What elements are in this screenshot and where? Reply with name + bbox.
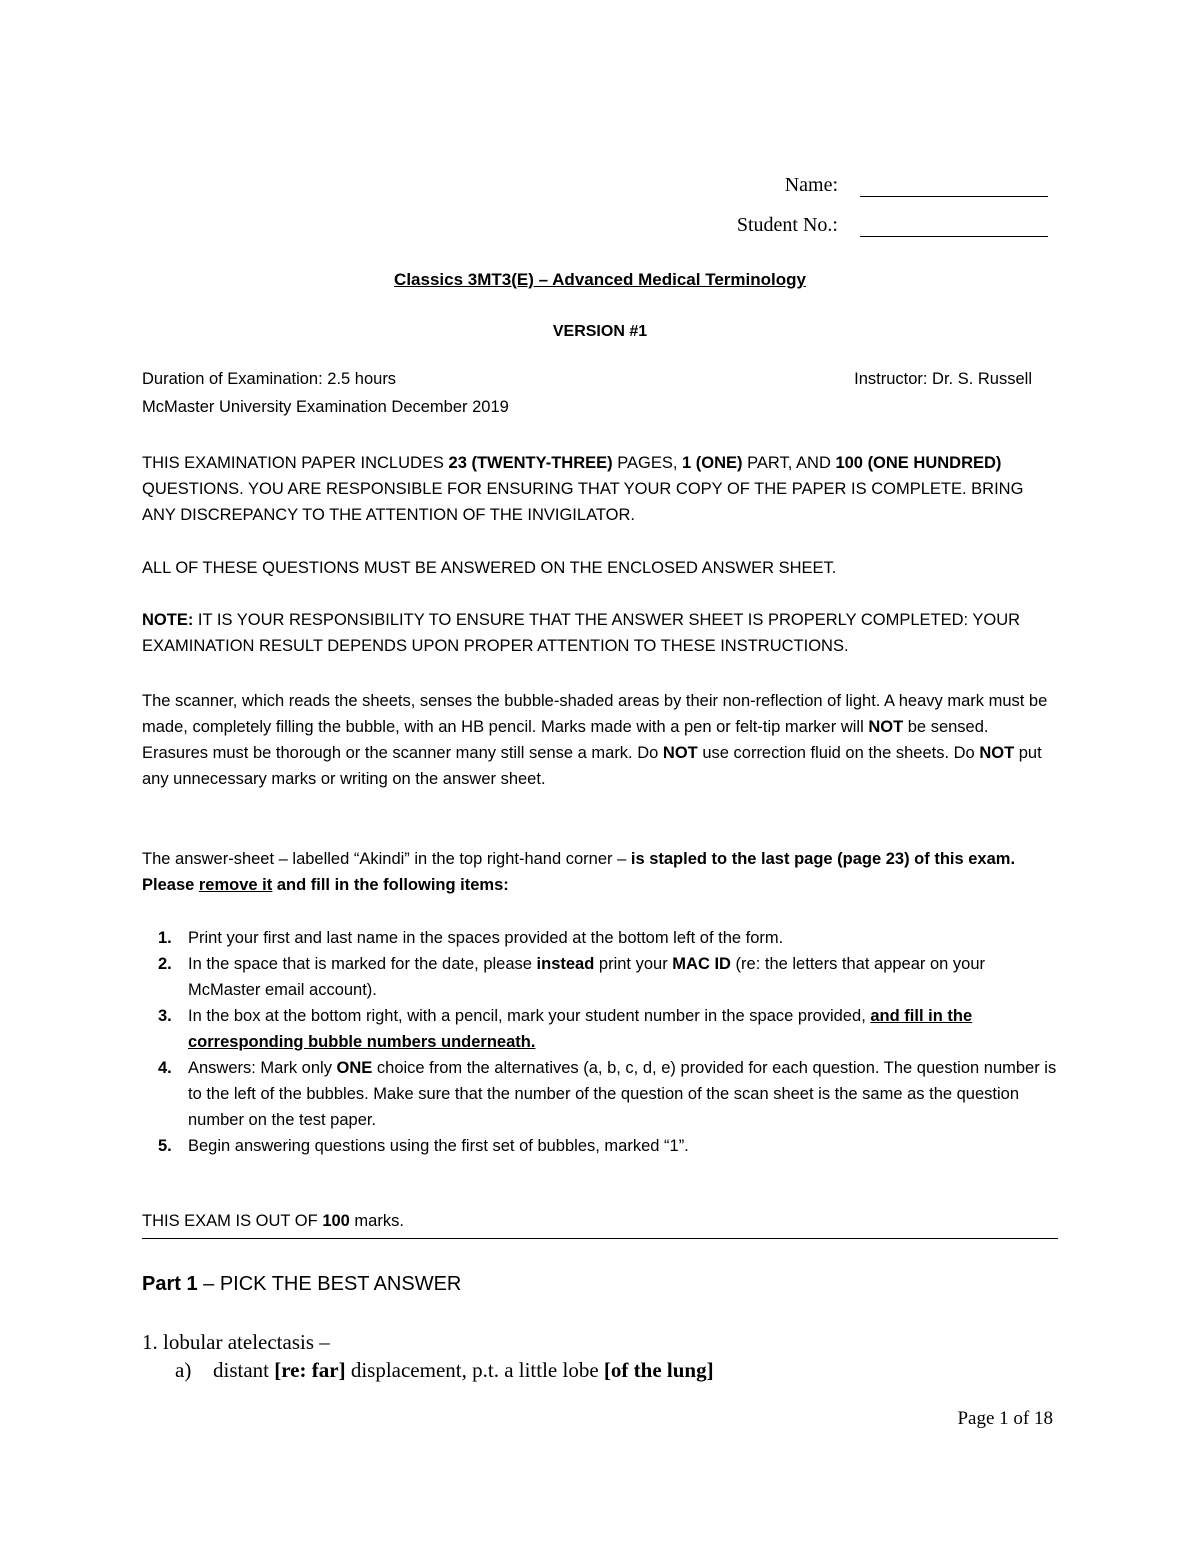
list-item: 1. Print your first and last name in the spaces provided at the bottom left of the form.	[158, 929, 784, 947]
list-item: 4. Answers: Mark only ONE choice from the alternatives (a, b, c, d, e) provided for each question. The question number is to the left of the bubbles. Make sure that the number of the question of the scan sheet is the same as the question number on the test paper.	[158, 1059, 1057, 1129]
question-1-option-a	[175, 1358, 714, 1383]
part-heading: Part 1 – PICK THE BEST ANSWER	[142, 1273, 462, 1295]
instructions-list	[142, 925, 1057, 1159]
course-title: Classics 3MT3(E) – Advanced Medical Terminology	[394, 270, 806, 289]
option-letter: a)	[175, 1358, 192, 1382]
all-answered-paragraph: ALL OF THESE QUESTIONS MUST BE ANSWERED ON THE ENCLOSED ANSWER SHEET.	[142, 559, 837, 577]
answer-sheet-paragraph: The answer-sheet – labelled “Akindi” in the top right-hand corner – is stapled to the last page (page 23) of this exam. Please remove it and fill in the following items:	[142, 850, 1016, 894]
name-blank-line	[860, 178, 1048, 197]
section-divider	[142, 1238, 1058, 1239]
note-paragraph: NOTE: IT IS YOUR RESPONSIBILITY TO ENSURE THAT THE ANSWER SHEET IS PROPERLY COMPLETED: YOUR EXAMINATION RESULT DEPENDS UPON PROPER ATTENTION TO THESE INSTRUCTIONS.	[142, 611, 1021, 655]
duration-row	[142, 370, 1032, 389]
page-number: Page 1 of 18	[957, 1408, 1053, 1429]
student-no-field-row	[737, 214, 1048, 237]
student-no-label: Student No.:	[736, 214, 838, 236]
list-item: 5. Begin answering questions using the first set of bubbles, marked “1”.	[158, 1137, 689, 1155]
name-field-row	[785, 174, 1048, 197]
exam-out-of-line: THIS EXAM IS OUT OF 100 marks.	[142, 1212, 404, 1230]
instructor-text: Instructor: Dr. S. Russell	[854, 370, 1032, 388]
student-no-blank-line	[860, 218, 1048, 237]
paper-includes-paragraph: THIS EXAMINATION PAPER INCLUDES 23 (TWENTY-THREE) PAGES, 1 (ONE) PART, AND 100 (ONE HUNDRED) QUESTIONS. YOU ARE RESPONSIBLE FOR ENSURING THAT YOUR COPY OF THE PAPER IS COMPLETE. BRING ANY DISCREPANCY TO THE ATTENTION OF THE INVIGILATOR.	[142, 454, 1024, 524]
version-label: VERSION #1	[552, 323, 648, 340]
option-text: distant [re: far] displacement, p.t. a little lobe [of the lung]	[213, 1358, 714, 1382]
scanner-paragraph: The scanner, which reads the sheets, senses the bubble-shaded areas by their non-reflection of light. A heavy mark must be made, completely filling the bubble, with an HB pencil. Marks made with a pen or felt-tip marker will NOT be sensed. Erasures must be thorough or the scanner many still sense a mark. Do NOT use correction fluid on the sheets. Do NOT put any unnecessary marks or writing on the answer sheet.	[142, 692, 1048, 788]
list-item: 3. In the box at the bottom right, with a pencil, mark your student number in the space provided, and fill in the corresponding bubble numbers underneath.	[158, 1007, 973, 1051]
duration-text: Duration of Examination: 2.5 hours	[142, 370, 397, 388]
name-label: Name:	[784, 174, 838, 196]
university-line: McMaster University Examination December 2019	[142, 398, 509, 416]
question-1-stem: 1. lobular atelectasis –	[142, 1330, 330, 1354]
list-item: 2. In the space that is marked for the date, please instead print your MAC ID (re: the letters that appear on your McMaster email account).	[158, 955, 986, 999]
